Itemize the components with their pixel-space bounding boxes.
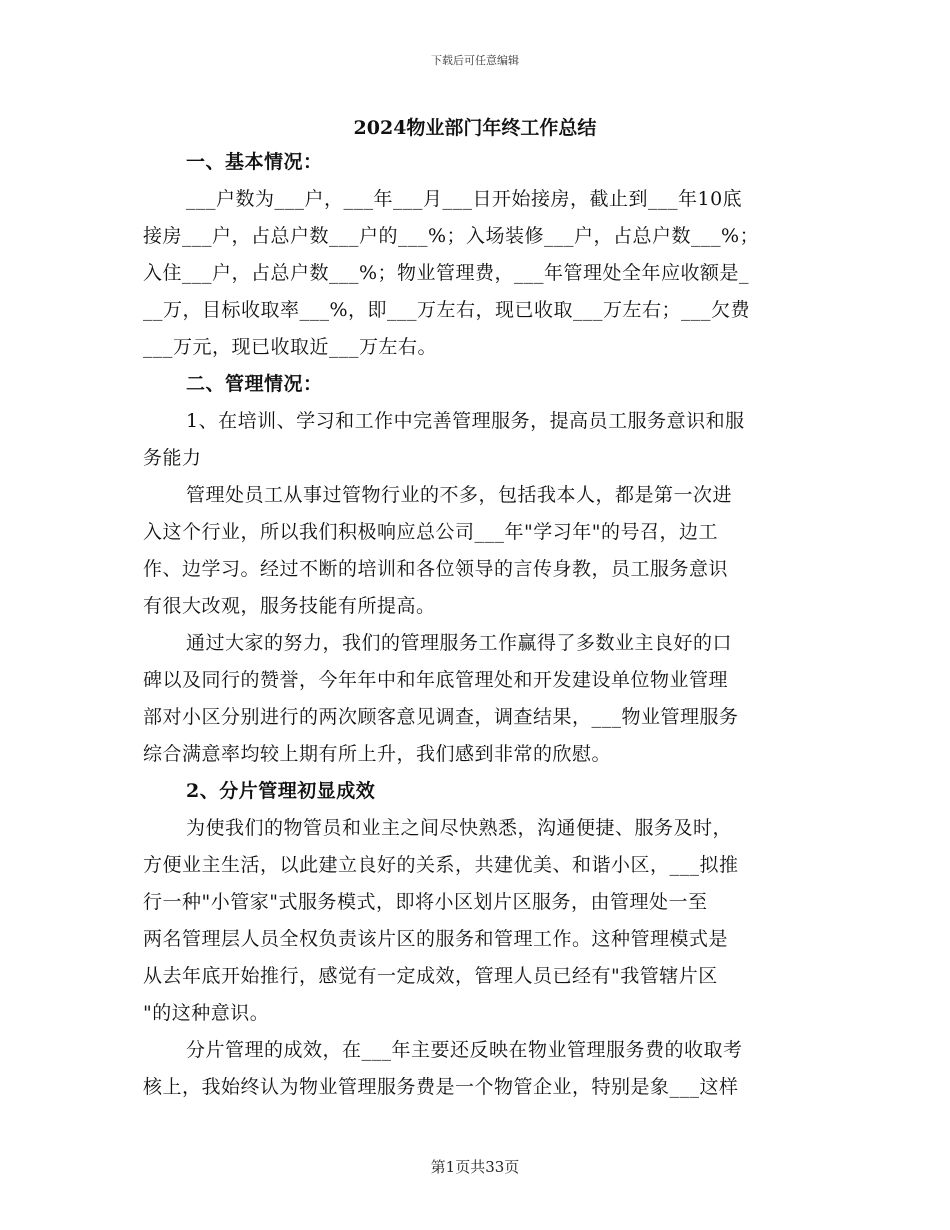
text-line: __万，目标收取率___%，即___万左右，现已收取___万左右；___欠费	[143, 299, 751, 321]
text-line: ___户数为___户，___年___月___日开始接房，截止到___年10底	[186, 188, 743, 210]
text-line: 接房___户，占总户数___户的___%；入场装修___户，占总户数___%；	[143, 225, 760, 247]
page-number: 第1页共33页	[430, 1158, 520, 1176]
text-line: 入这个行业，所以我们积极响应总公司___年"学习年"的号召，边工	[143, 521, 718, 543]
section-heading: 2、分片管理初显成效	[186, 780, 376, 802]
text-line: 部对小区分别进行的两次顾客意见调查，调查结果，___物业管理服务	[143, 706, 739, 728]
text-line: 管理处员工从事过管物行业的不多，包括我本人，都是第一次进	[186, 484, 733, 506]
text-line: 方便业主生活，以此建立良好的关系，共建优美、和谐小区，___拟推	[143, 854, 739, 876]
page-header-note: 下载后可任意编辑	[431, 54, 519, 67]
text-line: 1、在培训、学习和工作中完善管理服务，提高员工服务意识和服	[186, 410, 745, 432]
text-line: 有很大改观，服务技能有所提高。	[143, 595, 436, 617]
text-line: 为使我们的物管员和业主之间尽快熟悉，沟通便捷、服务及时，	[186, 817, 733, 839]
document-body	[143, 144, 807, 1106]
text-line: 综合满意率均较上期有所上升，我们感到非常的欣慰。	[143, 743, 612, 765]
text-line: 通过大家的努力，我们的管理服务工作赢得了多数业主良好的口	[186, 632, 733, 654]
text-line: 两名管理层人员全权负责该片区的服务和管理工作。这种管理模式是	[143, 928, 729, 950]
section-heading: 一、基本情况：	[186, 151, 323, 173]
text-line: 行一种"小管家"式服务模式，即将小区划片区服务，由管理处一至	[143, 891, 708, 913]
text-line: 分片管理的成效，在___年主要还反映在物业管理服务费的收取考	[186, 1039, 743, 1061]
text-line: 务能力	[143, 447, 202, 469]
text-line: 从去年底开始推行，感觉有一定成效，管理人员已经有"我管辖片区	[143, 965, 718, 987]
text-line: 入住___户，占总户数___%；物业管理费，___年管理处全年应收额是_	[143, 262, 750, 284]
text-line: 碑以及同行的赞誉，今年年中和年底管理处和开发建设单位物业管理	[143, 669, 729, 691]
text-line: "的这种意识。	[143, 1002, 270, 1024]
text-line: 作、边学习。经过不断的培训和各位领导的言传身教，员工服务意识	[143, 558, 729, 580]
text-line: 核上，我始终认为物业管理服务费是一个物管企业，特别是象___这样	[143, 1076, 739, 1098]
text-line: ___万元，现已收取近___万左右。	[143, 336, 438, 358]
document-title: 2024物业部门年终工作总结	[353, 117, 597, 139]
section-heading: 二、管理情况：	[186, 373, 323, 395]
